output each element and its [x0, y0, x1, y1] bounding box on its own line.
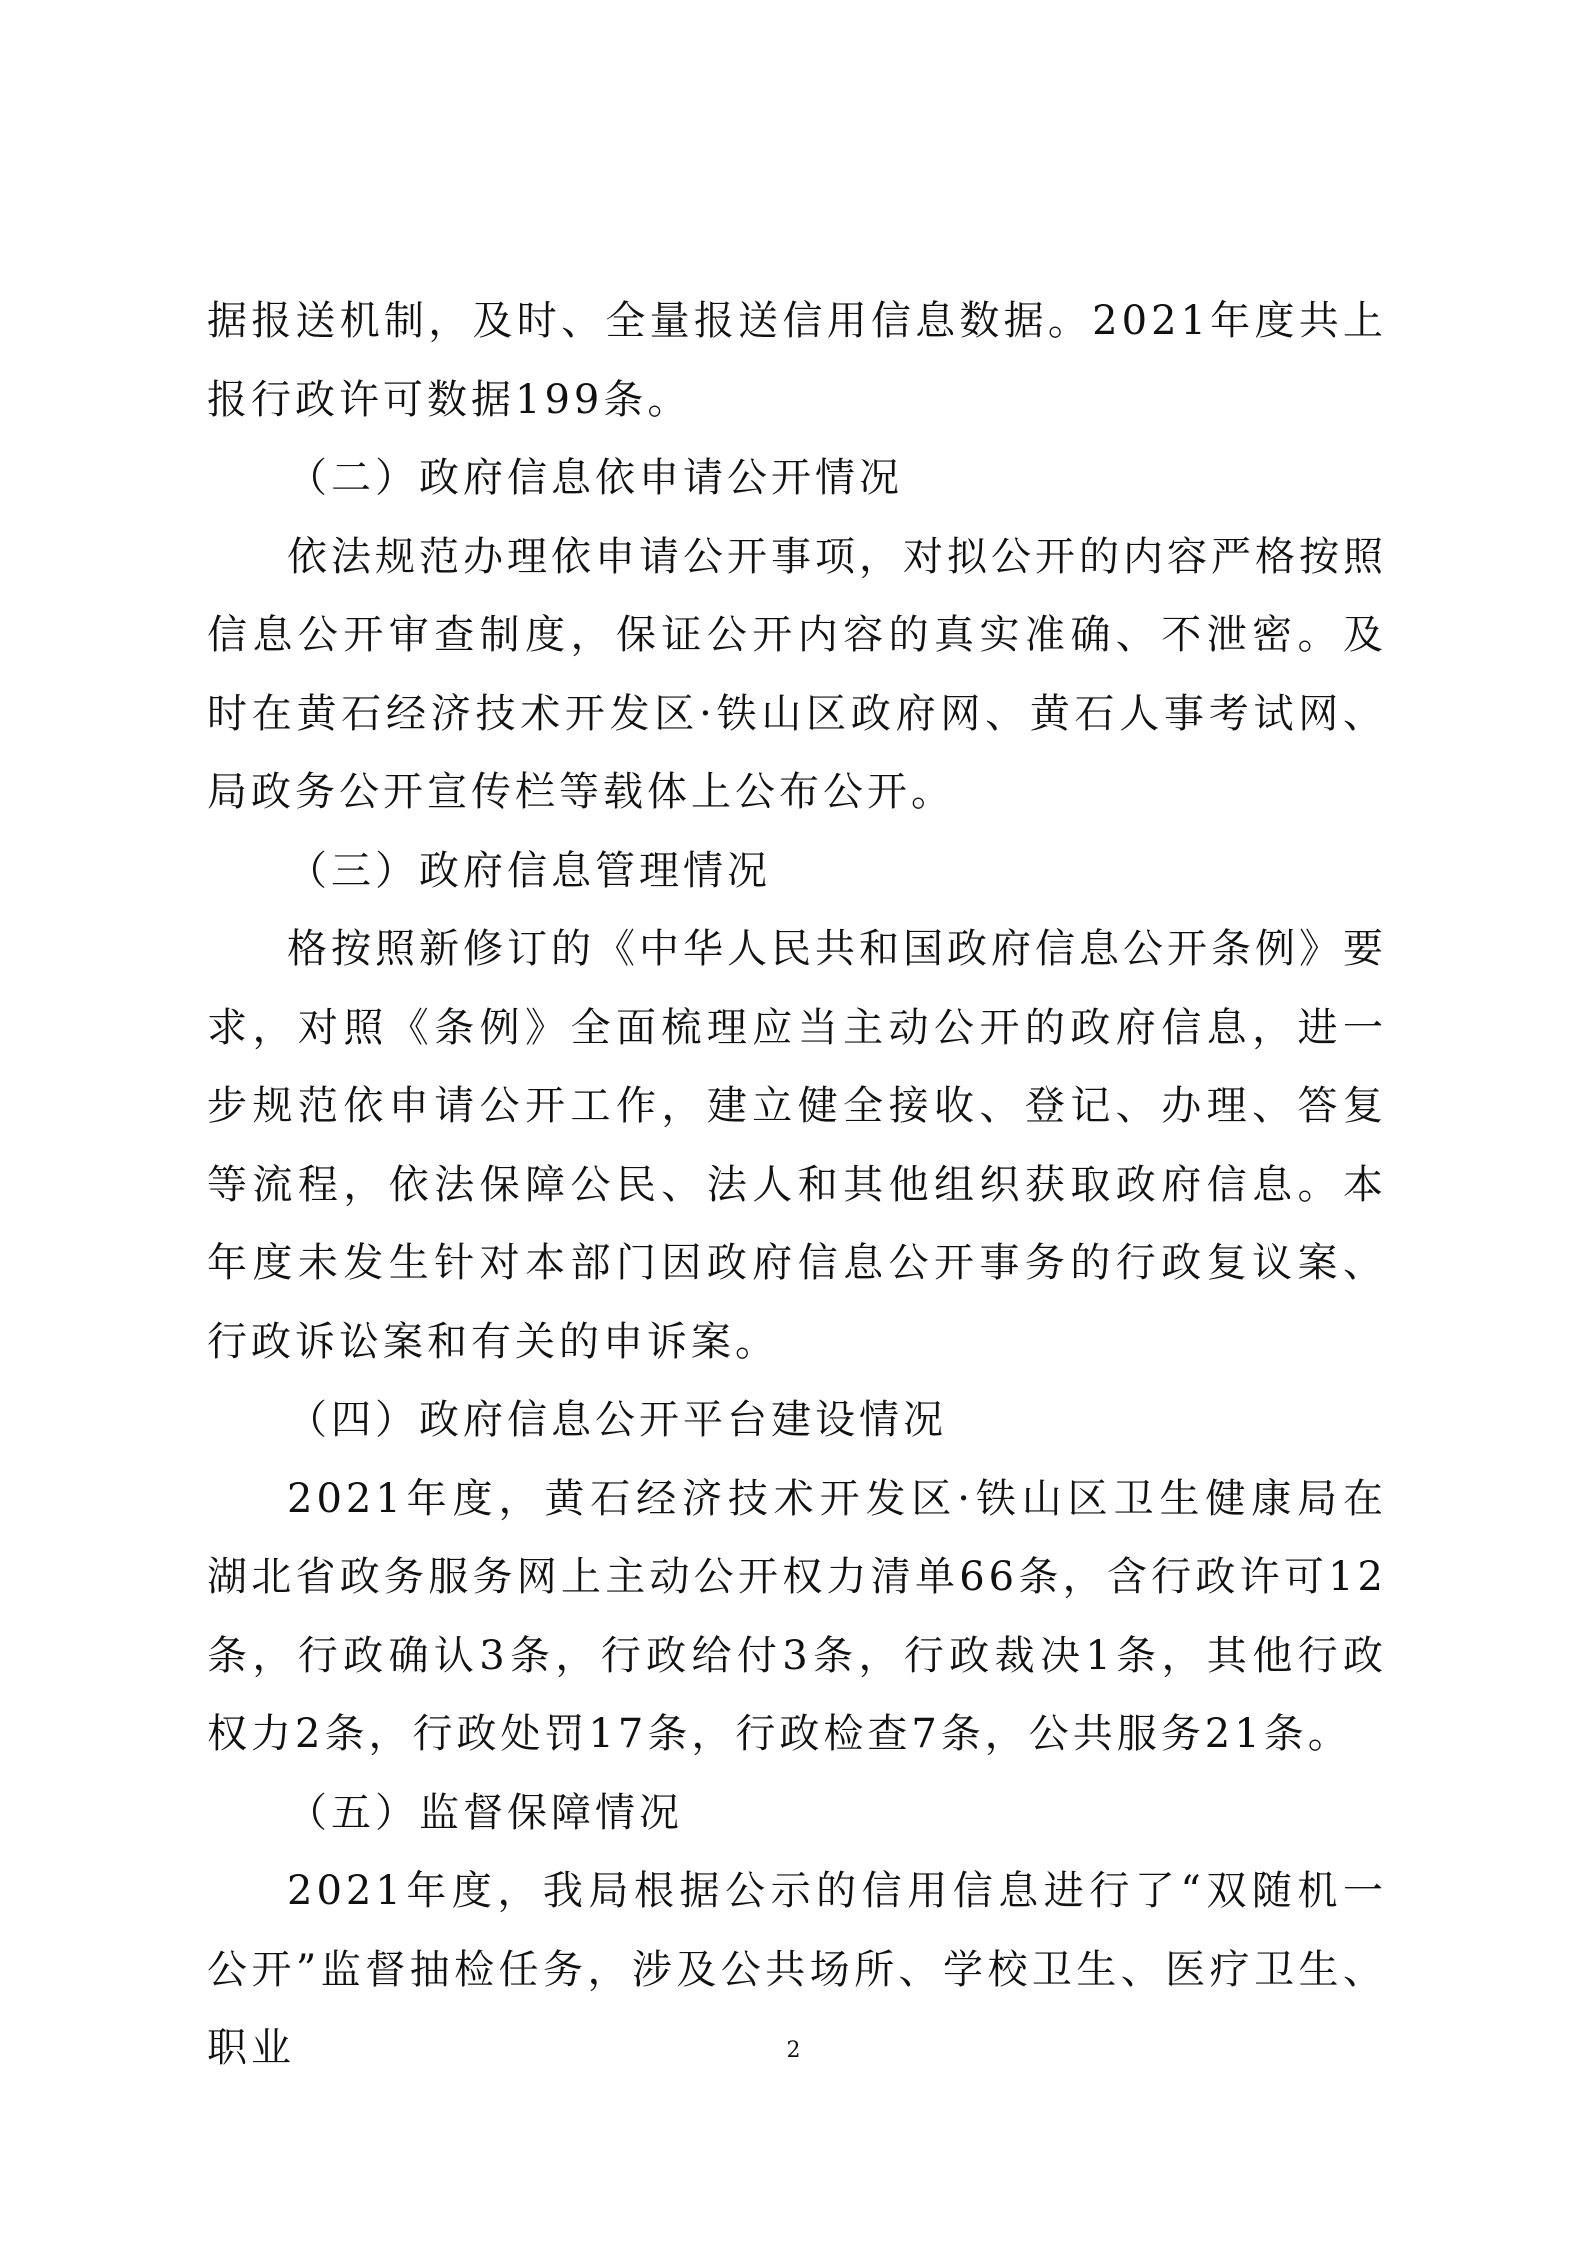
- section-heading-4: （四）政府信息公开平台建设情况: [287, 1397, 947, 1443]
- section-heading-3: （三）政府信息管理情况: [287, 847, 771, 894]
- paragraph-section-3: 格按照新修订的《中华人民共和国政府信息公开条例》要求，对照《条例》全面梳理应当主动公开的政府信息，进一步规范依申请公开工作，建立健全接收、登记、办理、答复等流程，依法保障公民、法人和其他组织获取政府信息。本年度未发生针对本部门因政府信息公开事务的行政复议案、行政诉讼案和有关的申诉案。: [207, 926, 1387, 1365]
- paragraph-section-5: 2021年度，我局根据公示的信用信息进行了“双随机一公开”监督抽检任务，涉及公共场所、学校卫生、医疗卫生、职业: [207, 1868, 1387, 2071]
- paragraph-continued: 据报送机制，及时、全量报送信用信息数据。2021年度共上报行政许可数据199条。: [207, 298, 1387, 423]
- paragraph-section-4: 2021年度，黄石经济技术开发区·铁山区卫生健康局在湖北省政务服务网上主动公开权力清单66条，含行政许可12条，行政确认3条，行政给付3条，行政裁决1条，其他行政权力2条，行政处罚17条，行政检查7条，公共服务21条。: [207, 1475, 1387, 1757]
- paragraph-section-2: 依法规范办理依申请公开事项，对拟公开的内容严格按照信息公开审查制度，保证公开内容的真实准确、不泄密。及时在黄石经济技术开发区·铁山区政府网、黄石人事考试网、局政务公开宣传栏等载体上公布公开。: [207, 533, 1387, 815]
- section-heading-2: （二）政府信息依申请公开情况: [287, 455, 903, 501]
- section-heading-5: （五）监督保障情况: [287, 1789, 683, 1836]
- document-body: [207, 282, 1387, 2088]
- page-number: 2: [786, 2038, 801, 2063]
